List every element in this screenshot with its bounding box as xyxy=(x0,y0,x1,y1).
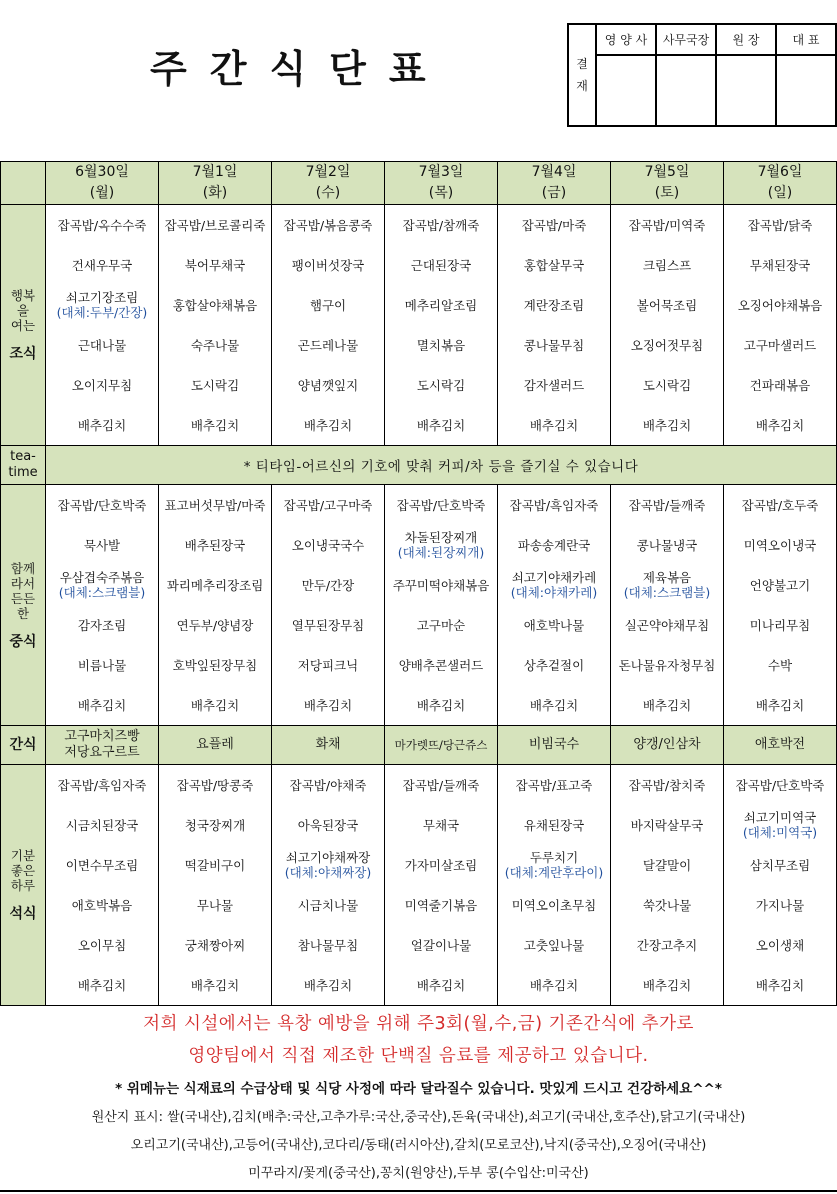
menu-item: 표고버섯무밥/마죽 xyxy=(164,497,266,513)
menu-item: 배추김치 xyxy=(755,417,805,433)
date-header: 7월1일 (화) xyxy=(159,162,272,205)
menu-item: 이면수무조림 xyxy=(65,857,139,873)
menu-item: 미역오이냉국 xyxy=(743,537,817,553)
menu-item: 삼치무조림 xyxy=(749,857,811,873)
approval-role: 대 표 xyxy=(776,24,836,55)
dinner-menu-cell xyxy=(46,765,159,1006)
signature-box[interactable] xyxy=(596,55,656,126)
menu-item: 배추김치 xyxy=(190,697,240,713)
menu-item: 무나물 xyxy=(196,897,234,913)
menu-item: 잡곡밥/단호박죽 xyxy=(735,777,825,793)
substitute-note: (대체:미역국) xyxy=(742,825,818,840)
protein-notice-line-1: 저희 시설에서는 욕창 예방을 위해 주3회(월,수,금) 기존간식에 추가로 xyxy=(143,1014,694,1034)
menu-item: 배추김치 xyxy=(303,417,353,433)
menu-item: 메추리알조림 xyxy=(404,297,478,313)
menu-item: 연두부/양념장 xyxy=(176,617,254,633)
menu-item: 쇠고기장조림 (대체:두부/간장) xyxy=(56,290,148,320)
dinner-menu-cell xyxy=(498,765,611,1006)
menu-item: 배추김치 xyxy=(77,977,127,993)
protein-notice-line-2: 영양팀에서 직접 제조한 단백질 음료를 제공하고 있습니다. xyxy=(188,1046,649,1066)
snack-cell: 애호박전 xyxy=(724,726,837,765)
menu-item: 잡곡밥/옥수수죽 xyxy=(57,217,147,233)
menu-item: 양념깻잎지 xyxy=(297,377,359,393)
menu-item: 잡곡밥/마죽 xyxy=(521,217,587,233)
bottom-divider xyxy=(0,1190,837,1192)
menu-item: 열무된장무침 xyxy=(291,617,365,633)
menu-item: 배추김치 xyxy=(755,977,805,993)
menu-item: 달걀말이 xyxy=(642,857,692,873)
menu-item: 배추김치 xyxy=(529,697,579,713)
breakfast-label: 행복 을 여는 조식 xyxy=(1,205,46,446)
lunch-menu-cell xyxy=(724,485,837,726)
breakfast-menu-cell xyxy=(724,205,837,446)
menu-item: 바지락살무국 xyxy=(630,817,704,833)
menu-item: 배추김치 xyxy=(642,417,692,433)
menu-item: 도시락김 xyxy=(190,377,240,393)
menu-item: 오이지무침 xyxy=(71,377,133,393)
tea-time-note: * 티타임-어르신의 기호에 맞춰 커피/차 등을 즐기실 수 있습니다 xyxy=(46,446,837,485)
approval-role: 사무국장 xyxy=(656,24,716,55)
signature-box[interactable] xyxy=(656,55,716,126)
menu-item: 오이생채 xyxy=(755,937,805,953)
menu-item: 배추김치 xyxy=(529,977,579,993)
breakfast-menu-cell xyxy=(498,205,611,446)
dinner-menu-cell xyxy=(724,765,837,1006)
dinner-label: 기분 좋은 하루 석식 xyxy=(1,765,46,1006)
menu-item: 숙주나물 xyxy=(190,337,240,353)
menu-item: 가자미살조림 xyxy=(404,857,478,873)
lunch-menu-cell xyxy=(385,485,498,726)
origin-line-2: 오리고기(국내산),고등어(국내산),코다리/동태(러시아산),갈치(모로코산),낙지(중국산),오징어(국내산) xyxy=(130,1138,707,1153)
menu-item: 배추김치 xyxy=(77,697,127,713)
date-header: 7월5일 (토) xyxy=(611,162,724,205)
menu-item: 잡곡밥/닭죽 xyxy=(747,217,813,233)
page-title: 주 간 식 단 표 xyxy=(150,47,426,91)
menu-item: 쇠고기미역국 (대체:미역국) xyxy=(742,810,818,840)
menu-item: 배추김치 xyxy=(190,977,240,993)
lunch-row xyxy=(1,485,837,726)
lunch-menu-cell xyxy=(159,485,272,726)
menu-item: 고구마샐러드 xyxy=(743,337,817,353)
menu-item: 유채된장국 xyxy=(523,817,585,833)
menu-item: 잡곡밥/참치죽 xyxy=(628,777,706,793)
menu-item: 미역오이초무침 xyxy=(511,897,597,913)
menu-item: 볼어묵조림 xyxy=(636,297,698,313)
dinner-menu-cell xyxy=(272,765,385,1006)
menu-item: 배추김치 xyxy=(190,417,240,433)
menu-item: 실곤약야채무침 xyxy=(624,617,710,633)
menu-item: 배추김치 xyxy=(303,977,353,993)
signature-box[interactable] xyxy=(776,55,836,126)
substitute-note: (대체:계란후라이) xyxy=(504,865,604,880)
menu-item: 배추김치 xyxy=(416,977,466,993)
menu-item: 도시락김 xyxy=(416,377,466,393)
menu-item: 양배추콘샐러드 xyxy=(398,657,484,673)
menu-item: 저당피크닉 xyxy=(297,657,359,673)
snack-cell: 요플레 xyxy=(159,726,272,765)
menu-item: 떡갈비구이 xyxy=(184,857,246,873)
menu-item: 홍합살무국 xyxy=(523,257,585,273)
menu-item: 애호박볶음 xyxy=(71,897,133,913)
approval-role: 영 양 사 xyxy=(596,24,656,55)
menu-item: 콩나물냉국 xyxy=(636,537,698,553)
menu-item: 근대된장국 xyxy=(410,257,472,273)
menu-item: 잡곡밥/브로콜리죽 xyxy=(164,217,266,233)
menu-item: 쇠고기야채짜장 (대체:야채짜장) xyxy=(284,850,372,880)
substitute-note: (대체:스크램블) xyxy=(623,585,711,600)
menu-item: 감자조림 xyxy=(77,617,127,633)
menu-item: 파송송계란국 xyxy=(517,537,591,553)
lunch-menu-cell xyxy=(46,485,159,726)
menu-item: 잡곡밥/볶음콩죽 xyxy=(283,217,373,233)
menu-item: 곤드레나물 xyxy=(297,337,359,353)
snack-cell: 고구마치즈빵 저당요구르트 xyxy=(46,726,159,765)
menu-item: 잡곡밥/단호박죽 xyxy=(57,497,147,513)
substitute-note: (대체:두부/간장) xyxy=(56,305,148,320)
menu-item: 수박 xyxy=(767,657,793,673)
snack-cell: 비빔국수 xyxy=(498,726,611,765)
menu-item: 고구마순 xyxy=(416,617,466,633)
menu-item: 근대나물 xyxy=(77,337,127,353)
date-header-row xyxy=(1,162,837,205)
menu-item: 배추김치 xyxy=(642,977,692,993)
menu-item: 제육볶음 (대체:스크램블) xyxy=(623,570,711,600)
breakfast-menu-cell xyxy=(272,205,385,446)
tea-time-row xyxy=(1,446,837,485)
notice-section xyxy=(0,1008,837,1188)
menu-item: 돈나물유자청무침 xyxy=(618,657,716,673)
menu-item: 배추김치 xyxy=(416,697,466,713)
substitute-note: (대체:된장찌개) xyxy=(397,545,485,560)
menu-item: 잡곡밥/흑임자죽 xyxy=(57,777,147,793)
menu-item: 계란장조림 xyxy=(523,297,585,313)
dinner-menu-cell xyxy=(385,765,498,1006)
tea-time-label: tea-time xyxy=(1,446,46,485)
menu-item: 간장고추지 xyxy=(636,937,698,953)
menu-table xyxy=(0,161,837,1006)
menu-item: 오징어젓무침 xyxy=(630,337,704,353)
menu-item: 아욱된장국 xyxy=(297,817,359,833)
breakfast-menu-cell xyxy=(385,205,498,446)
date-header: 7월3일 (목) xyxy=(385,162,498,205)
menu-item: 잡곡밥/야채죽 xyxy=(289,777,367,793)
menu-item: 고춧잎나물 xyxy=(523,937,585,953)
lunch-menu-cell xyxy=(611,485,724,726)
substitute-note: (대체:야채카레) xyxy=(510,585,598,600)
breakfast-menu-cell xyxy=(611,205,724,446)
menu-item: 배추김치 xyxy=(642,697,692,713)
approval-label: 결 재 xyxy=(568,24,596,126)
menu-item: 비름나물 xyxy=(77,657,127,673)
menu-item: 잡곡밥/땅콩죽 xyxy=(176,777,254,793)
menu-item: 호박잎된장무침 xyxy=(172,657,258,673)
origin-line-1: 원산지 표시: 쌀(국내산),김치(배추:국산,고추가루:국산,중국산),돈육(국내산),쇠고기(국내산,호주산),닭고기(국내산) xyxy=(91,1110,746,1125)
lunch-menu-cell xyxy=(272,485,385,726)
menu-item: 시금치된장국 xyxy=(65,817,139,833)
menu-item: 우삼겹숙주볶음 (대체:스크램블) xyxy=(58,570,146,600)
menu-item: 잡곡밥/미역죽 xyxy=(628,217,706,233)
menu-item: 오이무침 xyxy=(77,937,127,953)
dinner-row xyxy=(1,765,837,1006)
menu-item: 배추김치 xyxy=(303,697,353,713)
snack-label: 간식 xyxy=(1,726,46,765)
menu-item: 꽈리메추리장조림 xyxy=(166,577,264,593)
menu-item: 시금치나물 xyxy=(297,897,359,913)
menu-change-warning: * 위메뉴는 식재료의 수급상태 및 식당 사정에 따라 달라질수 있습니다. 맛있게 드시고 건강하세요^^* xyxy=(115,1081,722,1097)
menu-item: 건새우무국 xyxy=(71,257,133,273)
date-header: 7월2일 (수) xyxy=(272,162,385,205)
snack-cell: 양갱/인삼차 xyxy=(611,726,724,765)
menu-item: 감자샐러드 xyxy=(523,377,585,393)
menu-item: 오징어야채볶음 xyxy=(737,297,823,313)
menu-item: 묵사발 xyxy=(83,537,121,553)
menu-item: 얼갈이나물 xyxy=(410,937,472,953)
menu-item: 만두/간장 xyxy=(301,577,355,593)
menu-item: 잡곡밥/단호박죽 xyxy=(396,497,486,513)
signature-box[interactable] xyxy=(716,55,776,126)
substitute-note: (대체:스크램블) xyxy=(58,585,146,600)
menu-item: 가지나물 xyxy=(755,897,805,913)
menu-item: 팽이버섯장국 xyxy=(291,257,365,273)
dinner-menu-cell xyxy=(159,765,272,1006)
menu-item: 두루치기 (대체:계란후라이) xyxy=(504,850,604,880)
menu-item: 애호박나물 xyxy=(523,617,585,633)
lunch-label: 함께 라서 든든 한 중식 xyxy=(1,485,46,726)
menu-item: 참나물무침 xyxy=(297,937,359,953)
snack-cell: 마가렛뜨/당근쥬스 xyxy=(385,726,498,765)
menu-item: 미역줄기볶음 xyxy=(404,897,478,913)
dinner-menu-cell xyxy=(611,765,724,1006)
breakfast-row xyxy=(1,205,837,446)
menu-item: 콩나물무침 xyxy=(523,337,585,353)
menu-item: 배추된장국 xyxy=(184,537,246,553)
menu-item: 청국장찌개 xyxy=(184,817,246,833)
lunch-menu-cell xyxy=(498,485,611,726)
date-header: 7월4일 (금) xyxy=(498,162,611,205)
approval-role: 원 장 xyxy=(716,24,776,55)
origin-line-3: 미꾸라지/꽃게(중국산),꽁치(원양산),두부 콩(수입산:미국산) xyxy=(248,1166,589,1181)
menu-item: 잡곡밥/참깨죽 xyxy=(402,217,480,233)
menu-item: 주꾸미떡야채볶음 xyxy=(392,577,490,593)
menu-item: 오이냉국국수 xyxy=(291,537,365,553)
menu-item: 북어무채국 xyxy=(184,257,246,273)
menu-item: 배추김치 xyxy=(77,417,127,433)
menu-item: 잡곡밥/흑임자죽 xyxy=(509,497,599,513)
substitute-note: (대체:야채짜장) xyxy=(284,865,372,880)
menu-item: 잡곡밥/들깨죽 xyxy=(628,497,706,513)
date-header: 7월6일 (일) xyxy=(724,162,837,205)
menu-item: 무채국 xyxy=(422,817,460,833)
breakfast-menu-cell xyxy=(46,205,159,446)
snack-cell: 화채 xyxy=(272,726,385,765)
menu-item: 쑥갓나물 xyxy=(642,897,692,913)
date-header: 6월30일 (월) xyxy=(46,162,159,205)
menu-item: 상추겉절이 xyxy=(523,657,585,673)
menu-item: 멸치볶음 xyxy=(416,337,466,353)
menu-item: 언양불고기 xyxy=(749,577,811,593)
menu-item: 무채된장국 xyxy=(749,257,811,273)
approval-box xyxy=(567,23,837,127)
menu-item: 배추김치 xyxy=(755,697,805,713)
menu-item: 잡곡밥/고구마죽 xyxy=(283,497,373,513)
menu-item: 쇠고기야채카레 (대체:야채카레) xyxy=(510,570,598,600)
menu-item: 미나리무침 xyxy=(749,617,811,633)
menu-item: 건파래볶음 xyxy=(749,377,811,393)
breakfast-menu-cell xyxy=(159,205,272,446)
menu-item: 배추김치 xyxy=(529,417,579,433)
menu-item: 궁채짱아찌 xyxy=(184,937,246,953)
menu-item: 잡곡밥/들깨죽 xyxy=(402,777,480,793)
menu-item: 잡곡밥/표고죽 xyxy=(515,777,593,793)
menu-item: 잡곡밥/호두죽 xyxy=(741,497,819,513)
snack-row xyxy=(1,726,837,765)
menu-item: 차돌된장찌개 (대체:된장찌개) xyxy=(397,530,485,560)
menu-item: 크림스프 xyxy=(642,257,692,273)
menu-item: 홍합살야채볶음 xyxy=(172,297,258,313)
menu-item: 햄구이 xyxy=(309,297,347,313)
menu-item: 배추김치 xyxy=(416,417,466,433)
menu-item: 도시락김 xyxy=(642,377,692,393)
